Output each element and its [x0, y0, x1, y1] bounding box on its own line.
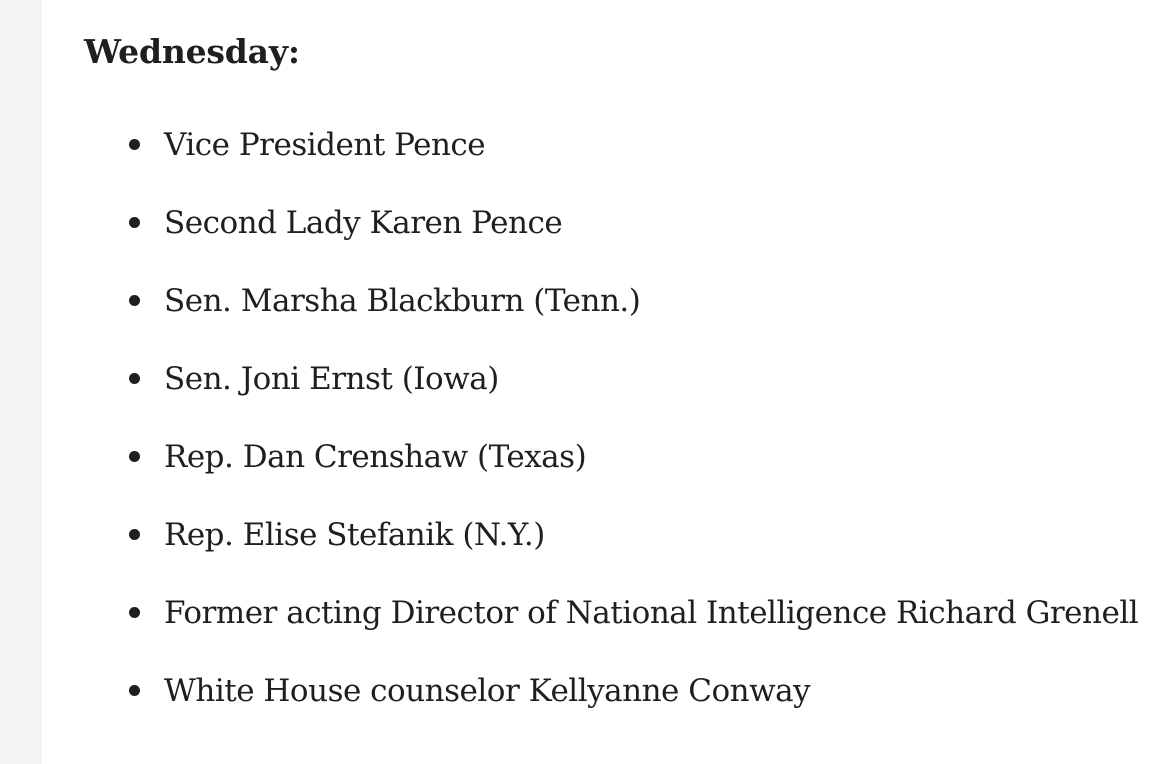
list-item	[84, 201, 1154, 279]
list-item-text: Former acting Director of National Intelligence Richard Grenell	[164, 595, 1139, 631]
list-item-text: Rep. Dan Crenshaw (Texas)	[164, 439, 587, 475]
bullet-icon	[129, 373, 140, 384]
list-item-text: Sen. Joni Ernst (Iowa)	[164, 361, 499, 397]
left-margin-rail	[0, 0, 42, 764]
list-item	[84, 513, 1154, 591]
day-heading: Wednesday:	[84, 32, 300, 71]
bullet-icon	[129, 607, 140, 618]
list-item-text: Vice President Pence	[164, 127, 486, 163]
speaker-list	[84, 123, 1154, 747]
bullet-icon	[129, 217, 140, 228]
bullet-icon	[129, 685, 140, 696]
list-item-text: Sen. Marsha Blackburn (Tenn.)	[164, 283, 641, 319]
bullet-icon	[129, 529, 140, 540]
list-item	[84, 123, 1154, 201]
list-item	[84, 357, 1154, 435]
bullet-icon	[129, 295, 140, 306]
list-item	[84, 279, 1154, 357]
article-content	[84, 28, 1154, 709]
bullet-icon	[129, 451, 140, 462]
list-item-text: Second Lady Karen Pence	[164, 205, 563, 241]
list-item-text: White House counselor Kellyanne Conway	[164, 673, 811, 709]
list-item-text: Rep. Elise Stefanik (N.Y.)	[164, 517, 545, 553]
list-item	[84, 591, 1154, 669]
bullet-icon	[129, 139, 140, 150]
list-item	[84, 669, 1154, 747]
list-item	[84, 435, 1154, 513]
